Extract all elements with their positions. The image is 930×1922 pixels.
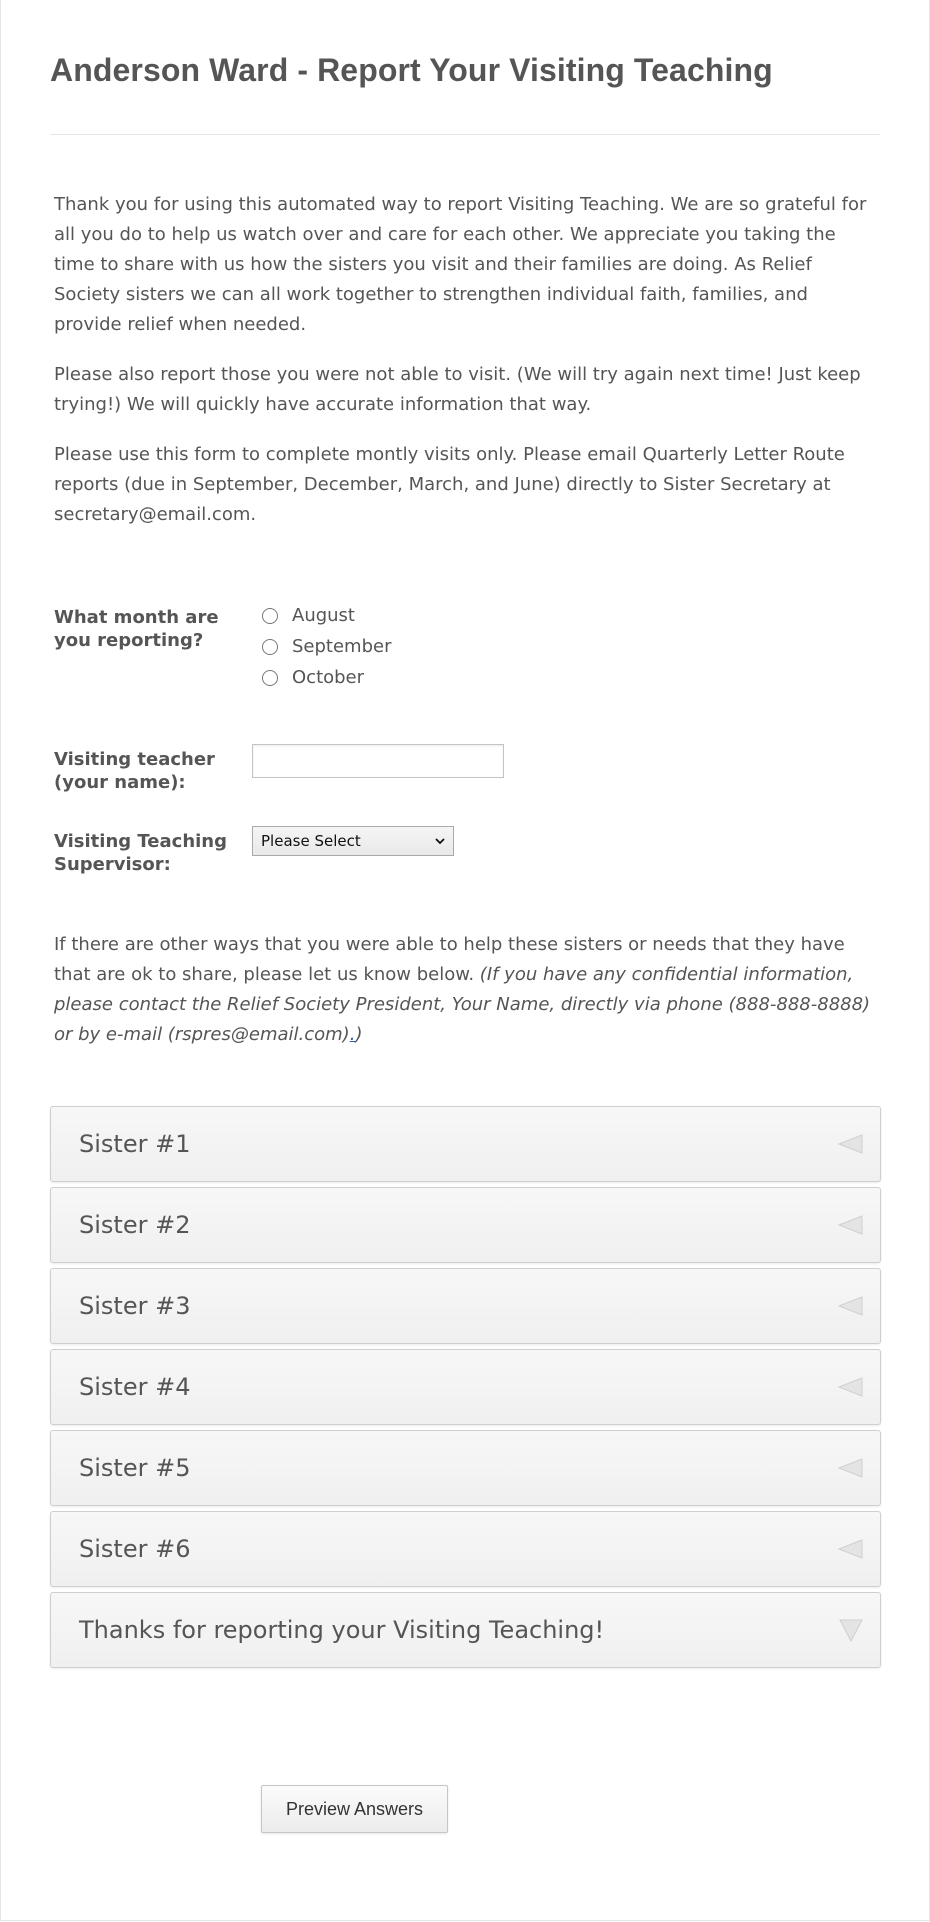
preview-answers-button[interactable]: Preview Answers	[261, 1785, 448, 1833]
accordion-section-sister-1[interactable]	[50, 1106, 881, 1182]
month-option-label: August	[292, 605, 355, 626]
supervisor-label: Visiting Teaching Supervisor:	[54, 831, 228, 875]
supervisor-select[interactable]	[252, 826, 454, 856]
triangle-left-icon	[836, 1295, 864, 1317]
help-note-text: If there are other ways that you were able to help these sisters or needs that they have that are ok to share, please let us know below.	[54, 934, 845, 985]
section-title: Sister #4	[79, 1373, 191, 1401]
visiting-teacher-label: Visiting teacher (your name):	[54, 749, 215, 793]
intro-text	[54, 190, 874, 550]
triangle-left-icon	[836, 1457, 864, 1479]
confidential-note-close: )	[355, 1024, 363, 1045]
page-title: Anderson Ward - Report Your Visiting Teaching	[50, 52, 773, 88]
radio-button[interactable]	[262, 639, 278, 655]
title-divider	[50, 134, 880, 135]
chevron-down-icon	[435, 836, 445, 846]
month-option-august[interactable]	[262, 600, 392, 631]
accordion-section-sister-4[interactable]	[50, 1349, 881, 1425]
month-option-label: October	[292, 667, 365, 688]
accordion-section-sister-6[interactable]	[50, 1511, 881, 1587]
intro-paragraph: Please use this form to complete montly visits only. Please email Quarterly Letter Route reports (due in September, December, March, and June) directly to Sister Secretary at secretary@email.com.	[54, 444, 845, 525]
accordion-section-thanks[interactable]	[50, 1592, 881, 1668]
accordion-section-sister-2[interactable]	[50, 1187, 881, 1263]
triangle-left-icon	[836, 1214, 864, 1236]
accordion-section-sister-3[interactable]	[50, 1268, 881, 1344]
radio-button[interactable]	[262, 608, 278, 624]
triangle-left-icon	[836, 1538, 864, 1560]
confidential-note: (If you have any confidential information, please contact the Relief Society President, Your Name, directly via phone (888-888-8888) or by e-mail (rspres@email.com)	[54, 964, 871, 1045]
visiting-teacher-input[interactable]	[252, 744, 504, 778]
help-note	[54, 930, 874, 1050]
triangle-left-icon	[836, 1133, 864, 1155]
section-title: Sister #5	[79, 1454, 191, 1482]
section-title: Sister #2	[79, 1211, 191, 1239]
supervisor-select-value: Please Select	[261, 832, 361, 850]
email-link[interactable]: .	[349, 1024, 356, 1045]
section-title: Sister #3	[79, 1292, 191, 1320]
month-question-label: What month are you reporting?	[54, 607, 219, 651]
section-title: Thanks for reporting your Visiting Teaching!	[79, 1616, 605, 1644]
sister-accordion	[50, 1106, 881, 1673]
month-option-september[interactable]	[262, 631, 392, 662]
month-option-october[interactable]	[262, 662, 392, 693]
month-option-label: September	[292, 636, 392, 657]
triangle-left-icon	[836, 1376, 864, 1398]
triangle-down-icon	[838, 1617, 864, 1643]
section-title: Sister #1	[79, 1130, 191, 1158]
intro-paragraph: Please also report those you were not able to visit. (We will try again next time! Just keep trying!) We will quickly have accurate information that way.	[54, 364, 861, 415]
month-radio-group	[262, 600, 392, 693]
accordion-section-sister-5[interactable]	[50, 1430, 881, 1506]
intro-paragraph: Thank you for using this automated way to report Visiting Teaching. We are so grateful for all you do to help us watch over and care for each other. We appreciate you taking the time to share with us how the sisters you visit and their families are doing. As Relief Society sisters we can all work together to strengthen individual faith, families, and provide relief when needed.	[54, 194, 867, 335]
section-title: Sister #6	[79, 1535, 191, 1563]
radio-button[interactable]	[262, 670, 278, 686]
